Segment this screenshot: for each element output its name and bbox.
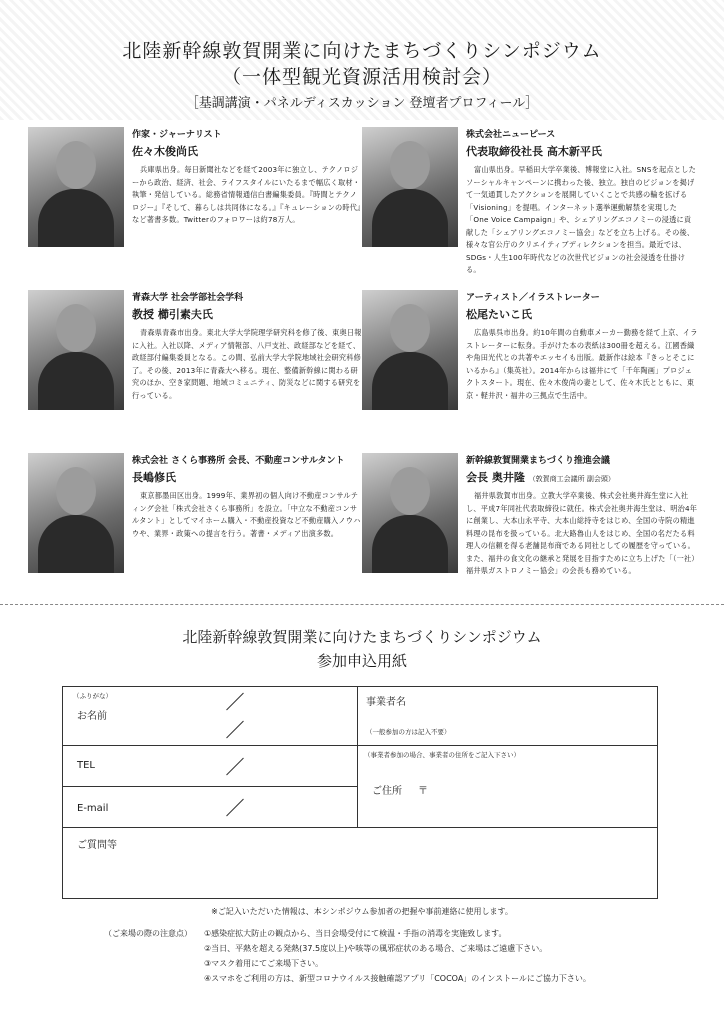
speaker-bio: 富山県出身。早稲田大学卒業後、博報堂に入社。SNSを起点としたソーシャルキャンペーンに携わった後、独立。独自のビジョンを掲げて一気通貫したアクションを展開していくことで共感の輪を拡げる「Visioning」を提唱。インターネット選挙運動解禁を実現した「One Voice Campaign」や、シェアリングエコノミーの浸透に貢献した「シェアリングエコノミー協会」などを立ち上げる。その後、様々な官公庁のクリエイティブディレクションを担当。最近では、SDGs・人生100年時代などの次世代ビジョンの社会浸透を仕掛ける。	[466, 165, 696, 274]
page-tagline: ［基調講演・パネルディスカッション 登壇者プロフィール］	[185, 96, 539, 111]
profile-card	[28, 127, 361, 257]
speaker-photo	[362, 290, 458, 410]
cautions-heading: （ご来場の際の注意点）	[104, 929, 192, 938]
address-note: （事業者参加の場合、事業者の住所をご記入下さい）	[364, 751, 520, 759]
speaker-org: 作家・ジャーナリスト	[132, 130, 222, 140]
speaker-photo	[362, 127, 458, 247]
speaker-photo	[28, 127, 124, 247]
separator-slash	[226, 693, 244, 711]
speaker-bio: 青森県青森市出身。東北大学大学院理学研究科を修了後、東奥日報に入社。入社以降、メディア情報部、八戸支社、政経部などを経て、政経部付編集委員となる。この間、弘前大学大学院地域社会研究科修了。その後、2013年に青森大へ移る。現在、整備新幹線に関わる研究のほか、空き家問題、地域コミュニティ、防災などに関する研究を行っている。	[132, 328, 362, 400]
speaker-note: （敦賀商工会議所 副会頭）	[528, 475, 615, 483]
speaker-photo	[28, 290, 124, 410]
speaker-bio: 広島県呉市出身。約10年間の自動車メーカー勤務を経て上京、イラストレーターに転身。手がけた本の表紙は300冊を超える。江國香織や角田光代との共著やエッセイも出版。最新作は絵本『きっとそこにいるから』（集英社）。2014年からは福井にて「千年陶画」プロジェクトスタート。現在、佐々木俊尚の妻として、佐々木氏とともに、東京・軽井沢・福井の三拠点で生活中。	[466, 328, 698, 400]
separator-slash	[226, 721, 244, 739]
question-cell[interactable]	[63, 828, 658, 899]
profile-card	[362, 453, 698, 583]
separator-slash	[226, 758, 244, 776]
speaker-org: アーティスト／イラストレーター	[466, 293, 600, 303]
question-label: ご質問等	[77, 840, 117, 851]
speaker-org: 株式会社ニューピース	[466, 130, 556, 140]
company-cell[interactable]	[358, 687, 658, 746]
email-label: E-mail	[77, 803, 109, 814]
company-label: 事業者名	[366, 697, 406, 708]
postal-mark: 〒	[418, 786, 428, 797]
application-form	[62, 686, 658, 899]
address-label: ご住所	[372, 786, 402, 797]
caution-item: ④スマホをご利用の方は、新型コロナウイルス接触確認アプリ「COCOA」のインストールにご協力下さい。	[204, 974, 591, 983]
speaker-bio: 福井県敦賀市出身。立教大学卒業後、株式会社奥井海生堂に入社し、平成7年同社代表取締役に就任。株式会社奥井海生堂は、明治4年に創業し、大本山永平寺、大本山総持寺をはじめ、全国の寺院の精進料理の昆布を扱っている。北大路魯山人をはじめ、全国の名だたる料理人の信頼を得る老舗昆布商である同社としての履歴を守っている。また、福井の食文化の継承と発展を目指すために立ち上げた「（一社）福井県ガストロノミー協会」の会長も務めている。	[466, 491, 698, 575]
caution-item: ②当日、平熱を超える発熱(37.5度以上)や咳等の風邪症状のある場合、ご来場はご遠慮下さい。	[204, 944, 548, 953]
separator-slash	[226, 799, 244, 817]
profile-card	[28, 453, 361, 583]
profile-card	[362, 127, 696, 274]
speaker-org: 青森大学 社会学部社会学科	[132, 293, 244, 303]
speaker-org: 株式会社 さくら事務所 会長、不動産コンサルタント	[132, 456, 345, 466]
furigana-label: （ふりがな）	[73, 692, 112, 700]
speaker-bio: 東京都墨田区出身。1999年、業界初の個人向け不動産コンサルティング会社「株式会社さくら事務所」を設立。「中立な不動産コンサルタント」としてマイホーム購入・不動産投資など不動産購入ノウハウや、業界・政策への提言を行う。著書・メディア出演多数。	[132, 491, 361, 538]
speaker-name: 代表取締役社長 高木新平氏	[466, 145, 602, 158]
speaker-name: 教授 櫛引素夫氏	[132, 308, 213, 321]
speaker-bio: 兵庫県出身。毎日新聞社などを経て2003年に独立し、テクノロジーから政治、経済、社会、ライフスタイルにいたるまで幅広く取材・執筆・発信している。総務省情報通信白書編集委員。『時間とテクノロジー』『そして、暮らしは共同体になる。』『キュレーションの時代』など著書多数。Twitterのフォロワーは約78万人。	[132, 165, 361, 224]
speaker-photo	[362, 453, 458, 573]
caution-item: ①感染症拡大防止の観点から、当日会場受付にて検温・手指の消毒を実施致します。	[204, 929, 507, 938]
cut-line	[0, 604, 724, 605]
speaker-name: 長嶋修氏	[132, 471, 176, 484]
speaker-name: 松尾たいこ氏	[466, 308, 532, 321]
speaker-name: 会長 奥井隆	[466, 471, 525, 484]
speaker-org: 新幹線敦賀開業まちづくり推進会議	[466, 456, 610, 466]
form-title: 北陸新幹線敦賀開業に向けたまちづくりシンポジウム	[182, 628, 542, 646]
page-subtitle: （一体型観光資源活用検討会）	[221, 66, 502, 88]
privacy-notice: ※ご記入いただいた情報は、本シンポジウム参加者の把握や事前連絡に使用します。	[211, 907, 513, 916]
speaker-photo	[28, 453, 124, 573]
name-cell[interactable]	[63, 687, 358, 746]
name-label: お名前	[77, 711, 107, 722]
tel-cell[interactable]	[63, 746, 358, 787]
email-cell[interactable]	[63, 787, 358, 828]
speaker-name: 佐々木俊尚氏	[132, 145, 198, 158]
address-cell[interactable]	[358, 746, 658, 828]
company-note: （一般参加の方は記入不要）	[366, 728, 451, 736]
page-title: 北陸新幹線敦賀開業に向けたまちづくりシンポジウム	[122, 40, 602, 62]
tel-label: TEL	[77, 760, 95, 771]
form-subtitle: 参加申込用紙	[316, 652, 407, 670]
profile-card	[28, 290, 362, 420]
profile-card	[362, 290, 698, 420]
caution-item: ③マスク着用にてご来場下さい。	[204, 959, 324, 968]
